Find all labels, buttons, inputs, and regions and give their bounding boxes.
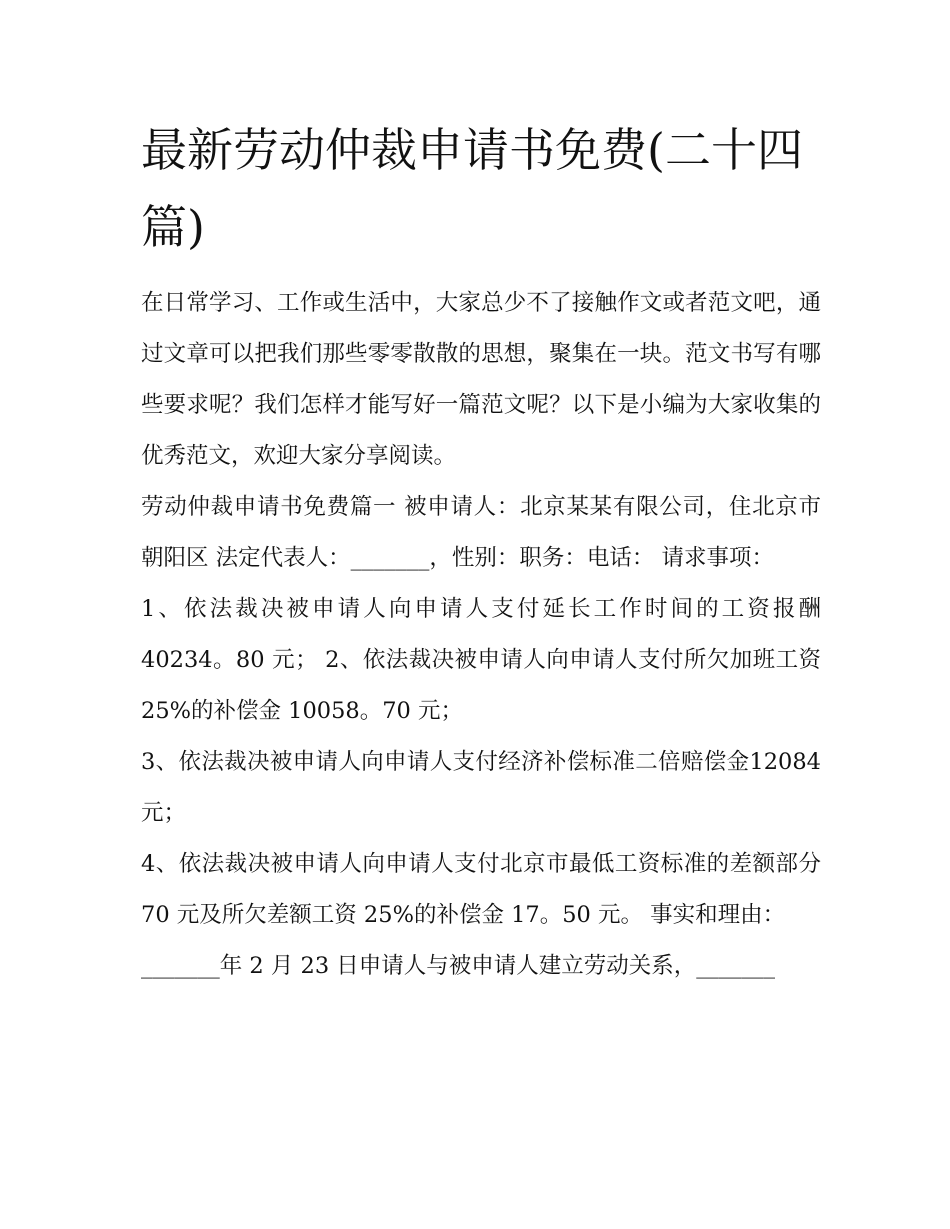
intro-paragraph: 在日常学习、工作或生活中，大家总少不了接触作文或者范文吧，通过文章可以把我们那些零零散散的思想，聚集在一块。范文书写有哪些要求呢？我们怎样才能写好一篇范文呢？以下是小编为大家收集的优秀范文，欢迎大家分享阅读。 [141, 290, 821, 469]
document-body [141, 278, 821, 992]
document-title: 最新劳动仲裁申请书免费(二十四篇) [141, 123, 803, 254]
respondent-info-paragraph: 劳动仲裁申请书免费篇一 被申请人：北京某某有限公司，住北京市朝阳区 法定代表人：_______，性别：职务：电话： 请求事项： [141, 494, 821, 571]
facts-paragraph: _______年 2 月 23 日申请人与被申请人建立劳动关系，_______ [141, 953, 776, 979]
claim-item-1-2: 1、依法裁决被申请人向申请人支付延长工作时间的工资报酬40234。80 元； 2、依法裁决被申请人向申请人支付所欠加班工资 25%的补偿金 10058。70 元； [141, 596, 821, 724]
claim-item-4: 4、依法裁决被申请人向申请人支付北京市最低工资标准的差额部分 70 元及所欠差额工资 25%的补偿金 17。50 元。 事实和理由： [141, 851, 821, 928]
claim-item-3: 3、依法裁决被申请人向申请人支付经济补偿标准二倍赔偿金12084 元； [141, 749, 821, 826]
